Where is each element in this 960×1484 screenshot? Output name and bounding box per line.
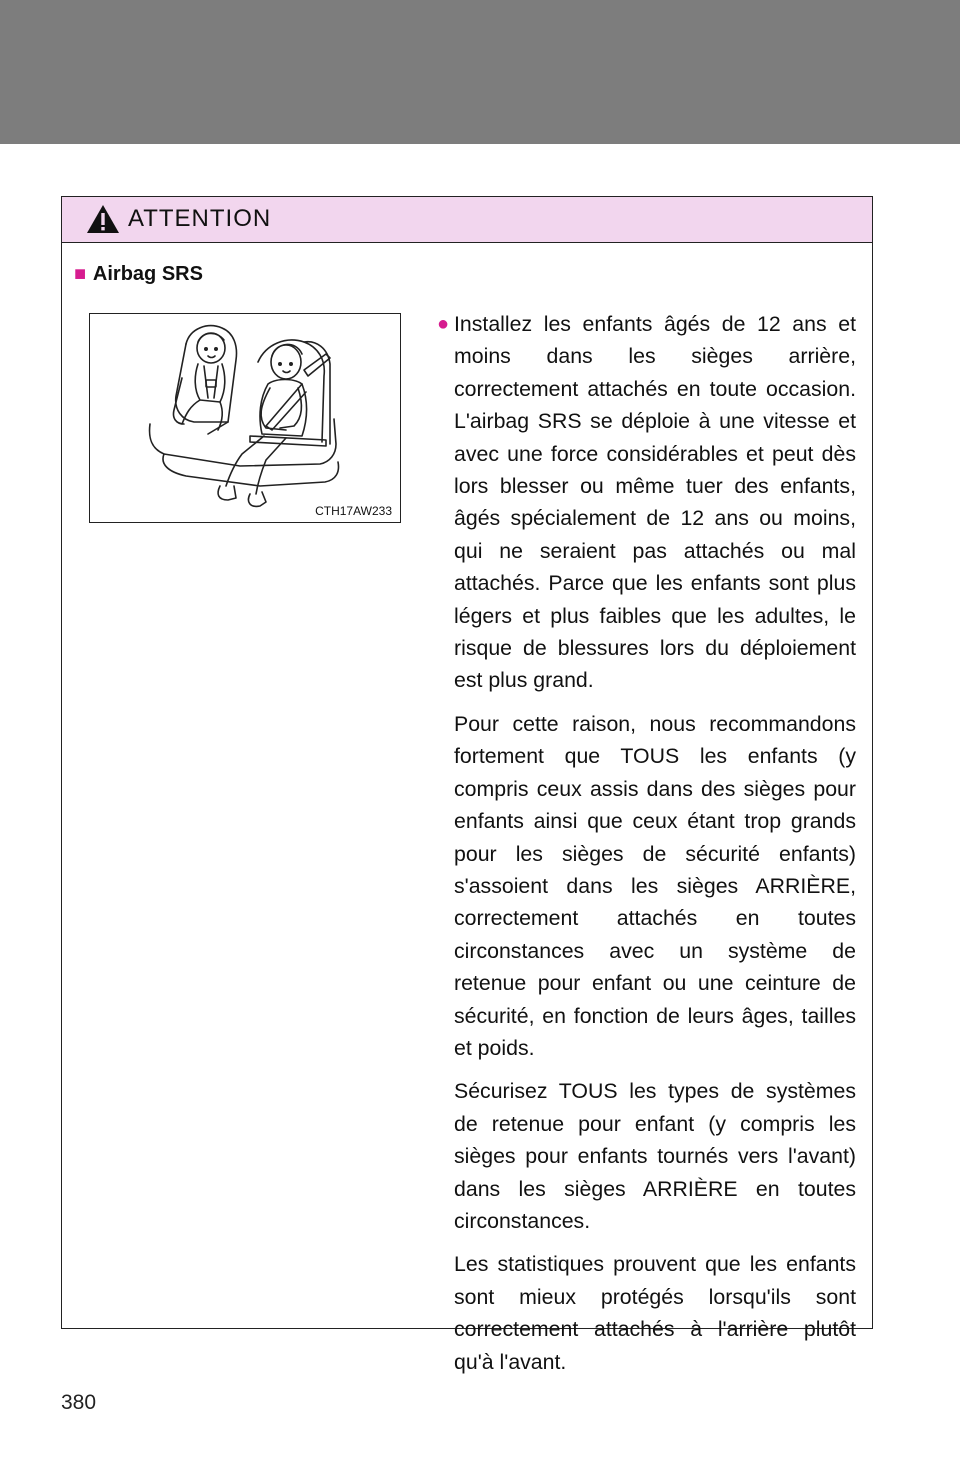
figure-code: CTH17AW233 <box>315 504 392 518</box>
child-seat-illustration <box>89 313 401 523</box>
section-heading-text: Airbag SRS <box>92 263 203 285</box>
attention-box <box>61 196 873 1374</box>
paragraph: Les statistiques prouvent que les enfants sont mieux protégés lorsqu'ils sont correctement attachés à l'arrière plutôt qu'à l'avant. <box>454 1252 856 1374</box>
attention-title: ATTENTION <box>128 205 272 232</box>
attention-header <box>62 197 872 243</box>
circle-bullet-icon: ● <box>437 313 450 335</box>
page-header-band <box>0 0 960 144</box>
page-number: 380 <box>61 1391 97 1414</box>
square-bullet-icon: ■ <box>74 263 87 285</box>
children-in-rear-seats-drawing <box>90 314 399 521</box>
warning-text <box>454 308 856 1389</box>
paragraph: Installez les enfants âgés de 12 ans et moins dans les sièges arrière, correctement attachés en toute occasion. L'airbag SRS se déploie à une vitesse et avec une force considérables et peut dès lors blesser ou même tuer des enfants, âgés spécialement de 12 ans ou moins, qui ne seraient pas attachés ou mal attachés. Parce que les enfants sont plus légers et plus faibles que les adultes, le risque de blessures lors du déploiement est plus grand. <box>454 312 856 693</box>
section-heading <box>74 263 203 286</box>
paragraph: Pour cette raison, nous recommandons fortement que TOUS les enfants (y compris ceux assis dans des sièges pour enfants ainsi que ceux étant trop grands pour les sièges de sécurité enfants) s'assoient dans les sièges ARRIÈRE, correctement attachés en toutes circonstances avec un système de retenue pour enfant ou une ceinture de sécurité, en fonction de leurs âges, tailles et poids. <box>454 711 856 1060</box>
warning-triangle-icon <box>86 204 120 234</box>
paragraph: Sécurisez TOUS les types de systèmes de retenue pour enfant (y compris les sièges pour enfants tournés vers l'avant) dans les sièges ARRIÈRE en toutes circonstances. <box>454 1079 856 1233</box>
